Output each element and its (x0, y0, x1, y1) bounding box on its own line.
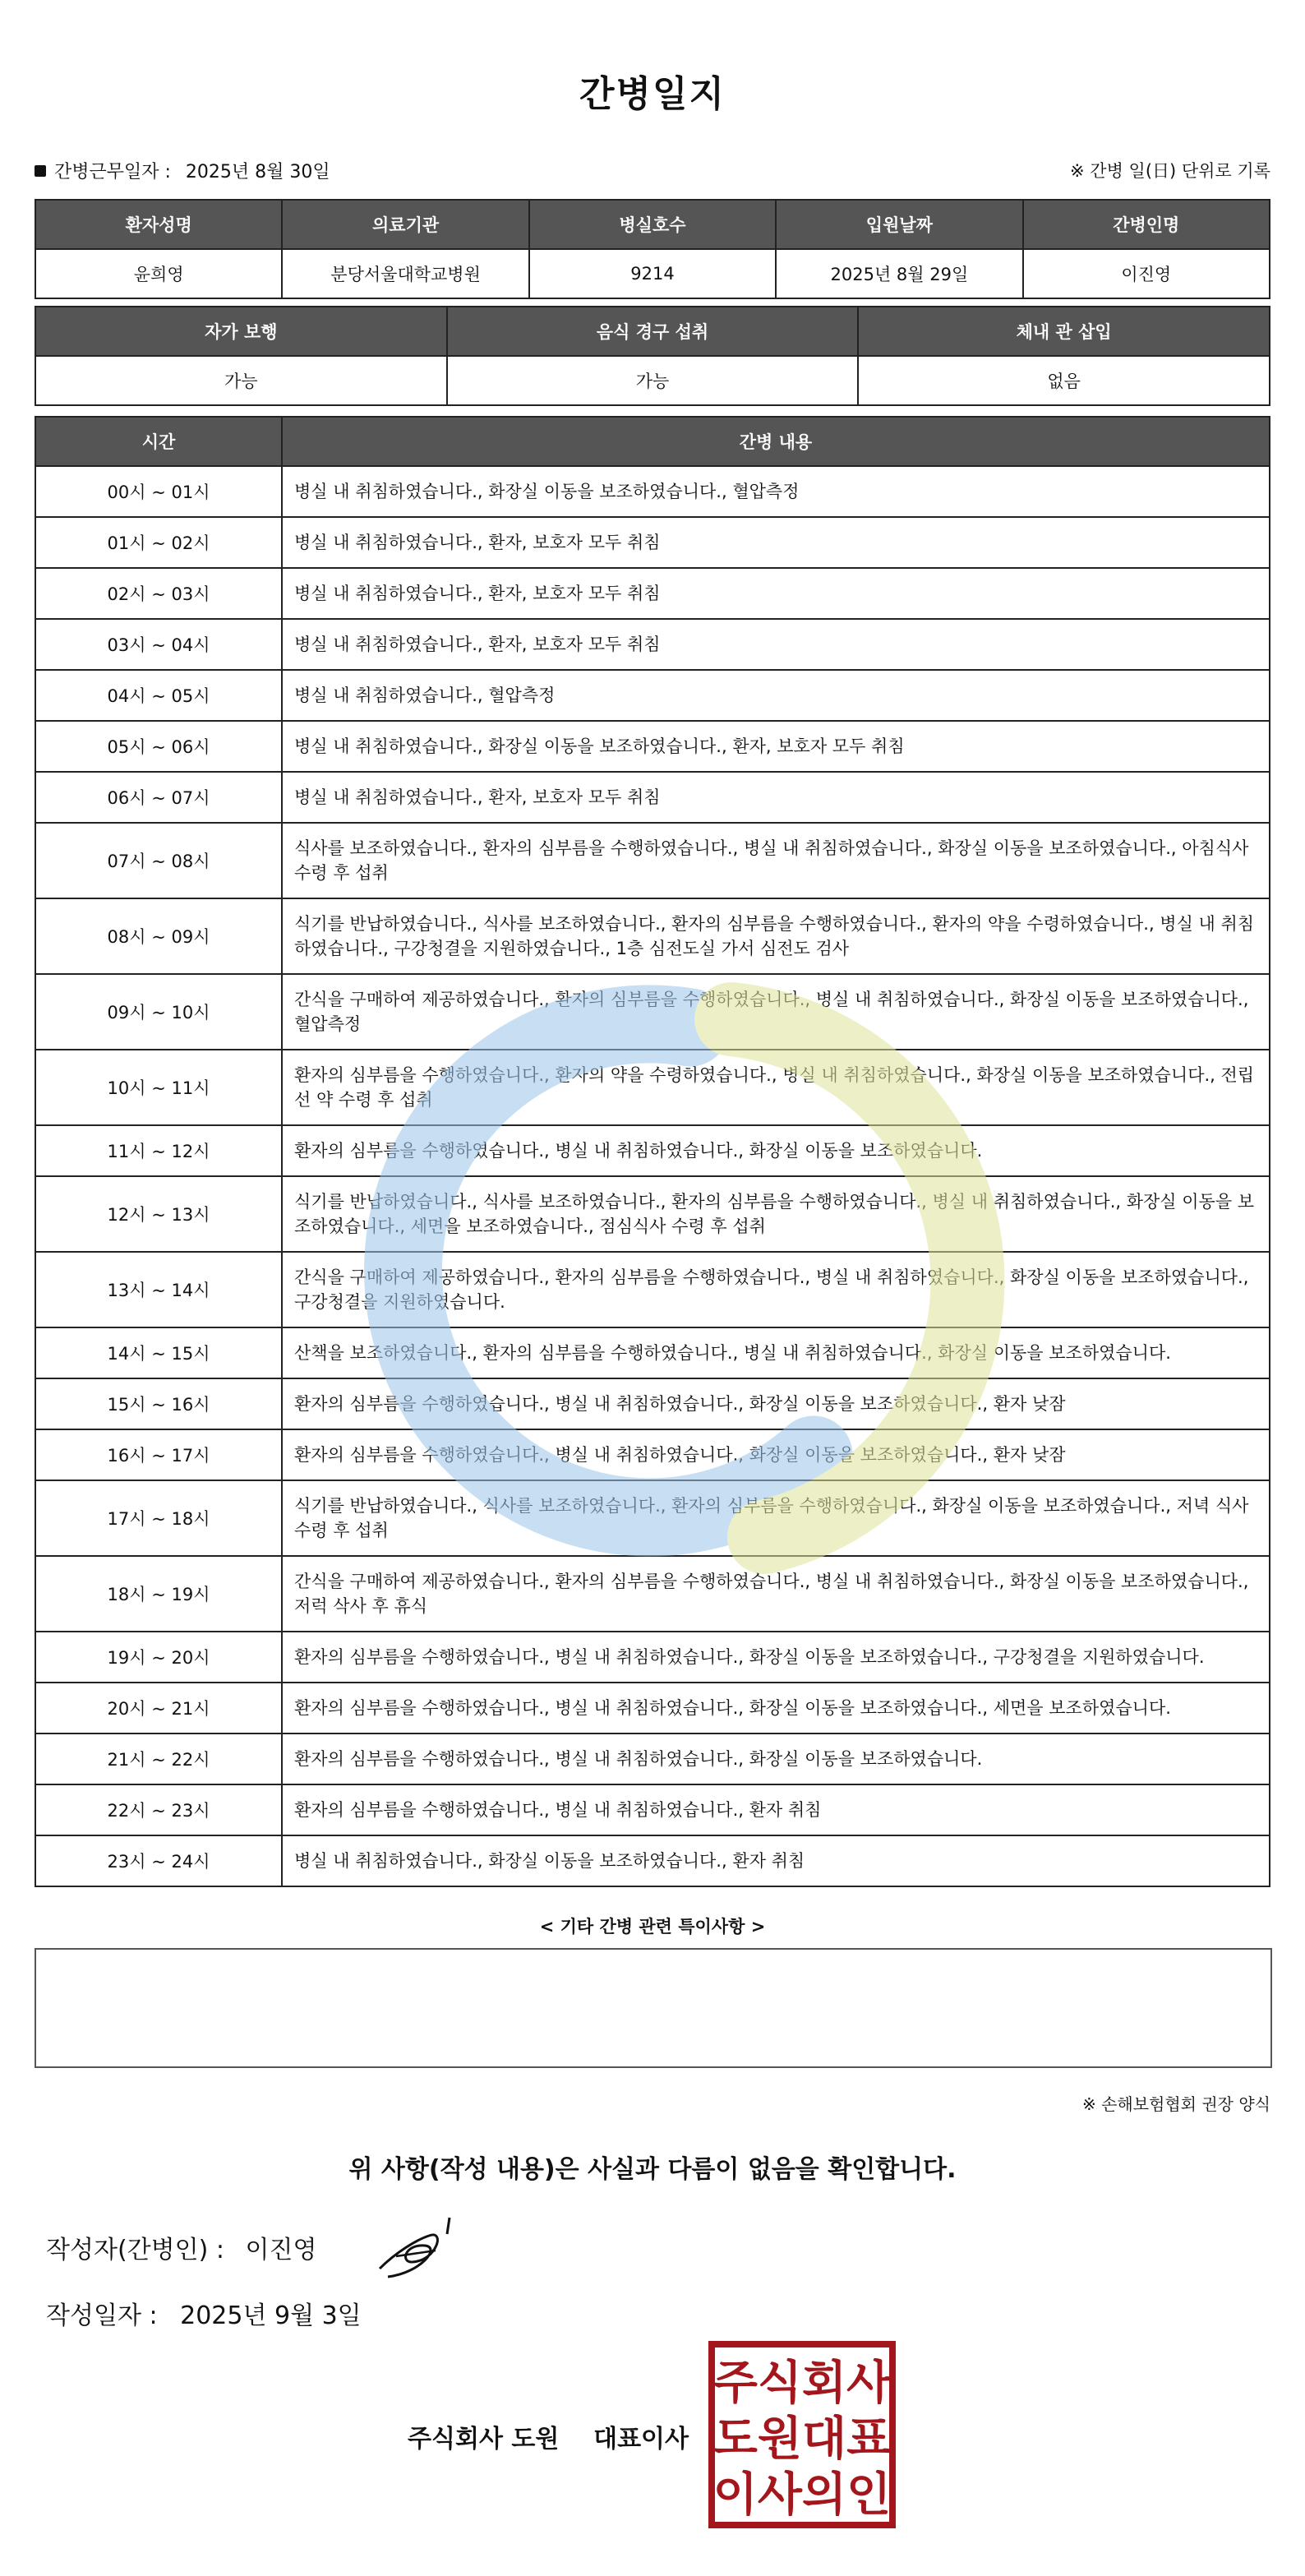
table-row (35, 721, 1270, 772)
log-content: 식사를 보조하였습니다., 환자의 심부름을 수행하였습니다., 병실 내 취침하였습니다., 화장실 이동을 보조하였습니다., 아침식사 수령 후 섭취 (282, 823, 1270, 898)
patient-status-table (35, 306, 1270, 406)
log-content: 식기를 반납하였습니다., 식사를 보조하였습니다., 환자의 심부름을 수행하였습니다., 병실 내 취침하였습니다., 화장실 이동을 보조하였습니다., 세면을 보조하였습니다., 점심식사 수령 후 섭취 (282, 1176, 1270, 1252)
table-row (35, 670, 1270, 721)
log-header-row (35, 417, 1270, 466)
table-row (35, 466, 1270, 517)
seal-text-line: 이사의인 (712, 2468, 892, 2522)
walking-value: 가능 (35, 356, 447, 405)
log-time: 02시 ~ 03시 (35, 568, 282, 619)
log-content: 병실 내 취침하였습니다., 환자, 보호자 모두 취침 (282, 517, 1270, 568)
author-label: 작성자(간병인) : (46, 2236, 224, 2264)
written-date-label: 작성일자 : (46, 2301, 158, 2330)
table-row (35, 1835, 1270, 1886)
table-row (35, 517, 1270, 568)
care-log-table (35, 416, 1270, 1887)
log-content: 병실 내 취침하였습니다., 화장실 이동을 보조하였습니다., 환자 취침 (282, 1835, 1270, 1886)
table-row (35, 823, 1270, 898)
table-row (35, 1176, 1270, 1252)
caregiver-name: 이진영 (1023, 249, 1270, 298)
log-time: 00시 ~ 01시 (35, 466, 282, 517)
header-oral-intake: 음식 경구 섭취 (447, 307, 859, 356)
log-content: 병실 내 취침하였습니다., 화장실 이동을 보조하였습니다., 환자, 보호자 모두 취침 (282, 721, 1270, 772)
admission-date: 2025년 8월 29일 (776, 249, 1022, 298)
table-row (35, 898, 1270, 974)
log-content: 환자의 심부름을 수행하였습니다., 환자의 약을 수령하였습니다., 병실 내 취침하였습니다., 화장실 이동을 보조하였습니다., 전립선 약 수령 후 섭취 (282, 1050, 1270, 1125)
header-caregiver: 간병인명 (1023, 200, 1270, 249)
log-content: 환자의 심부름을 수행하였습니다., 병실 내 취침하였습니다., 화장실 이동을 보조하였습니다., 환자 낮잠 (282, 1378, 1270, 1429)
log-content: 병실 내 취침하였습니다., 환자, 보호자 모두 취침 (282, 772, 1270, 823)
table-row (35, 974, 1270, 1050)
company-signatory: 주식회사 도원 대표이사 (408, 2425, 689, 2454)
log-time: 19시 ~ 20시 (35, 1632, 282, 1683)
header-admission-date: 입원날짜 (776, 200, 1022, 249)
status-header-row (35, 307, 1270, 356)
log-content: 환자의 심부름을 수행하였습니다., 병실 내 취침하였습니다., 환자 취침 (282, 1784, 1270, 1835)
log-content: 환자의 심부름을 수행하였습니다., 병실 내 취침하였습니다., 화장실 이동을 보조하였습니다., 환자 낮잠 (282, 1429, 1270, 1480)
special-notes-box (35, 1948, 1272, 2068)
header-room: 병실호수 (529, 200, 776, 249)
meta-row (35, 158, 1270, 184)
seal-text-line: 도원대표 (712, 2412, 892, 2466)
header-tube: 체내 관 삽입 (858, 307, 1270, 356)
log-time: 12시 ~ 13시 (35, 1176, 282, 1252)
log-time: 05시 ~ 06시 (35, 721, 282, 772)
confirmation-statement: 위 사항(작성 내용)은 사실과 다름이 없음을 확인합니다. (348, 2155, 957, 2184)
patient-info-value-row (35, 249, 1270, 298)
log-time: 21시 ~ 22시 (35, 1733, 282, 1784)
company-seal-stamp (708, 2341, 896, 2528)
log-time: 07시 ~ 08시 (35, 823, 282, 898)
status-value-row (35, 356, 1270, 405)
author-name: 이진영 (245, 2236, 317, 2264)
patient-info-table (35, 199, 1270, 299)
table-row (35, 1050, 1270, 1125)
header-hospital: 의료기관 (282, 200, 528, 249)
hospital-name: 분당서울대학교병원 (282, 249, 528, 298)
log-content: 병실 내 취침하였습니다., 환자, 보호자 모두 취침 (282, 568, 1270, 619)
log-content: 환자의 심부름을 수행하였습니다., 병실 내 취침하였습니다., 화장실 이동을 보조하였습니다., 세면을 보조하였습니다. (282, 1683, 1270, 1733)
log-time: 15시 ~ 16시 (35, 1378, 282, 1429)
bullet-square-icon (35, 165, 46, 177)
log-content: 식기를 반납하였습니다., 식사를 보조하였습니다., 환자의 심부름을 수행하였습니다., 환자의 약을 수령하였습니다., 병실 내 취침하였습니다., 구강청결을 지원하였습니다., 1층 심전도실 가서 심전도 검사 (282, 898, 1270, 974)
table-row (35, 1378, 1270, 1429)
header-patient-name: 환자성명 (35, 200, 282, 249)
log-time: 17시 ~ 18시 (35, 1480, 282, 1556)
log-content: 산책을 보조하였습니다., 환자의 심부름을 수행하였습니다., 병실 내 취침하였습니다., 화장실 이동을 보조하였습니다. (282, 1327, 1270, 1378)
header-walking: 자가 보행 (35, 307, 447, 356)
table-row (35, 1480, 1270, 1556)
tube-value: 없음 (858, 356, 1270, 405)
log-time: 14시 ~ 15시 (35, 1327, 282, 1378)
table-row (35, 1733, 1270, 1784)
special-notes-title: < 기타 간병 관련 특이사항 > (539, 1917, 766, 1937)
seal-text-line: 주식회사 (712, 2357, 892, 2410)
log-time: 16시 ~ 17시 (35, 1429, 282, 1480)
log-time: 22시 ~ 23시 (35, 1784, 282, 1835)
table-row (35, 1683, 1270, 1733)
log-time: 10시 ~ 11시 (35, 1050, 282, 1125)
patient-name: 윤희영 (35, 249, 282, 298)
room-number: 9214 (529, 249, 776, 298)
oral-intake-value: 가능 (447, 356, 859, 405)
log-content: 병실 내 취침하였습니다., 환자, 보호자 모두 취침 (282, 619, 1270, 670)
association-note: ※ 손해보험협회 권장 양식 (1081, 2094, 1270, 2114)
table-row (35, 1784, 1270, 1835)
log-content: 식기를 반납하였습니다., 식사를 보조하였습니다., 환자의 심부름을 수행하였습니다., 화장실 이동을 보조하였습니다., 저녁 식사 수령 후 섭취 (282, 1480, 1270, 1556)
log-time: 08시 ~ 09시 (35, 898, 282, 974)
log-time: 23시 ~ 24시 (35, 1835, 282, 1886)
unit-note: ※ 간병 일(日) 단위로 기록 (1070, 161, 1270, 181)
log-content: 간식을 구매하여 제공하였습니다., 환자의 심부름을 수행하였습니다., 병실 내 취침하였습니다., 화장실 이동을 보조하였습니다., 혈압측정 (282, 974, 1270, 1050)
log-time: 09시 ~ 10시 (35, 974, 282, 1050)
log-time: 04시 ~ 05시 (35, 670, 282, 721)
author-line (46, 2229, 330, 2265)
table-row (35, 1632, 1270, 1683)
work-date-label: 간병근무일자 : (54, 162, 171, 182)
log-content: 병실 내 취침하였습니다., 화장실 이동을 보조하였습니다., 혈압측정 (282, 466, 1270, 517)
log-time: 13시 ~ 14시 (35, 1252, 282, 1327)
log-time: 20시 ~ 21시 (35, 1683, 282, 1733)
log-time: 06시 ~ 07시 (35, 772, 282, 823)
table-row (35, 1125, 1270, 1176)
log-content: 환자의 심부름을 수행하였습니다., 병실 내 취침하였습니다., 화장실 이동을 보조하였습니다. (282, 1733, 1270, 1784)
table-row (35, 568, 1270, 619)
work-date-value: 2025년 8월 30일 (185, 162, 330, 182)
log-content: 간식을 구매하여 제공하였습니다., 환자의 심부름을 수행하였습니다., 병실 내 취침하였습니다., 화장실 이동을 보조하였습니다., 구강청결을 지원하였습니다. (282, 1252, 1270, 1327)
table-row (35, 1327, 1270, 1378)
work-date (35, 158, 330, 183)
header-time: 시간 (35, 417, 282, 466)
log-content: 병실 내 취침하였습니다., 혈압측정 (282, 670, 1270, 721)
signature-icon (371, 2211, 470, 2285)
log-time: 01시 ~ 02시 (35, 517, 282, 568)
log-time: 11시 ~ 12시 (35, 1125, 282, 1176)
log-time: 18시 ~ 19시 (35, 1556, 282, 1632)
page-title: 간병일지 (579, 73, 726, 115)
table-row (35, 1556, 1270, 1632)
written-date-line (46, 2295, 362, 2331)
log-content: 간식을 구매하여 제공하였습니다., 환자의 심부름을 수행하였습니다., 병실 내 취침하였습니다., 화장실 이동을 보조하였습니다., 저럭 삭사 후 휴식 (282, 1556, 1270, 1632)
log-content: 환자의 심부름을 수행하였습니다., 병실 내 취침하였습니다., 화장실 이동을 보조하였습니다. (282, 1125, 1270, 1176)
table-row (35, 1252, 1270, 1327)
log-content: 환자의 심부름을 수행하였습니다., 병실 내 취침하였습니다., 화장실 이동을 보조하였습니다., 구강청결을 지원하였습니다. (282, 1632, 1270, 1683)
patient-info-header-row (35, 200, 1270, 249)
written-date-value: 2025년 9월 3일 (180, 2301, 362, 2330)
table-row (35, 772, 1270, 823)
header-care-content: 간병 내용 (282, 417, 1270, 466)
log-time: 03시 ~ 04시 (35, 619, 282, 670)
table-row (35, 619, 1270, 670)
table-row (35, 1429, 1270, 1480)
